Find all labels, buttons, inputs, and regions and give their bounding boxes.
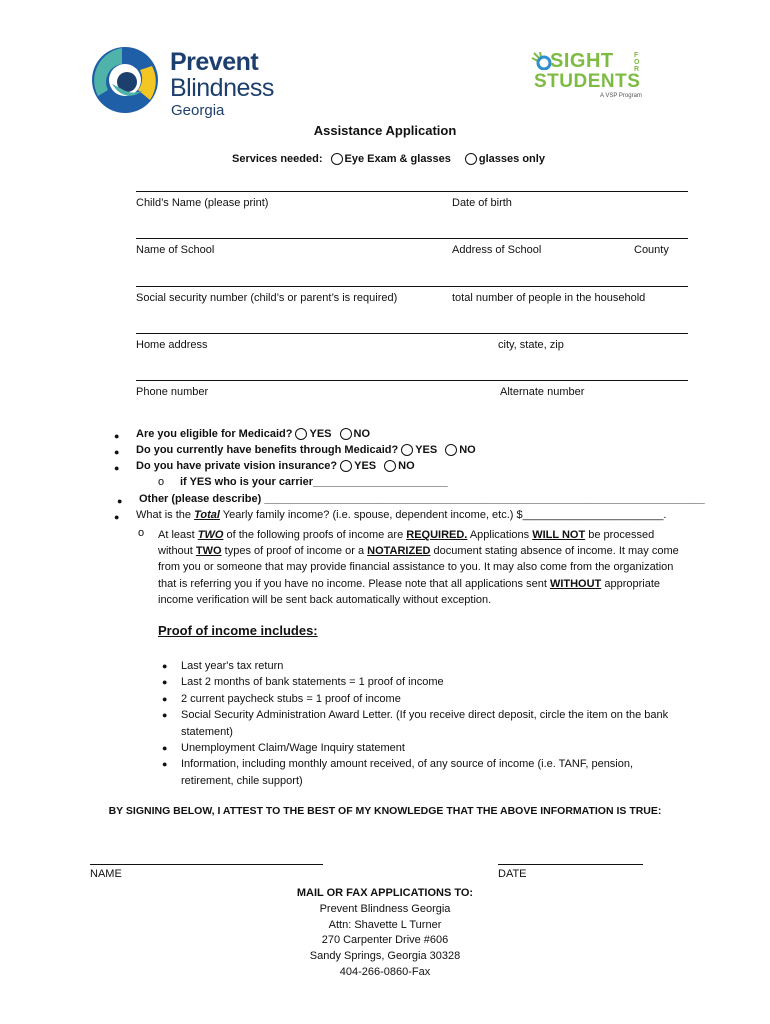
para-will-not: WILL NOT <box>532 529 586 541</box>
bullet: ● <box>114 512 120 522</box>
para-text: types of proof of income or a <box>221 545 368 558</box>
sub-bullet: o <box>138 527 145 539</box>
list-item-text: Unemployment Claim/Wage Inquiry statement <box>181 742 405 755</box>
signature-date-label: DATE <box>498 868 527 880</box>
label-phone: Phone number <box>136 386 209 398</box>
logo-line-1: Prevent <box>170 48 259 76</box>
proof-heading: Proof of income includes: <box>158 623 318 638</box>
prevent-blindness-logo <box>92 44 292 124</box>
radio-benefits-no[interactable] <box>445 444 457 456</box>
list-item: ● Unemployment Claim/Wage Inquiry statement <box>162 740 682 756</box>
list-item: ● Last year's tax return <box>162 658 682 674</box>
label-child-name: Child’s Name (please print) <box>136 197 269 209</box>
mail-heading: MAIL OR FAX APPLICATIONS TO: <box>296 887 474 899</box>
list-item: ● Social Security Administration Award Letter. (If you receive direct deposit, circle the item on the bank statement) <box>162 707 682 740</box>
radio-medicaid-no[interactable] <box>340 428 352 440</box>
label-school: Name of School <box>136 244 215 256</box>
no-label: NO <box>353 428 370 440</box>
para-notarized: NOTARIZED <box>367 545 431 558</box>
label-school-address: Address of School <box>452 244 542 256</box>
logo-for: FOR <box>634 52 640 73</box>
logo-sight: SIGHT <box>550 50 614 72</box>
list-item-text: Information, including monthly amount received, of any source of income (i.e. TANF, pension, retirement, chile support) <box>181 758 634 787</box>
list-item-text: Last year's tax return <box>181 660 284 672</box>
question-vision-label: Do you have private vision insurance? <box>136 460 338 472</box>
list-item-text: Last 2 months of bank statements = 1 proof of income <box>181 676 444 689</box>
mail-block <box>0 886 770 981</box>
label-alt-phone: Alternate number <box>500 386 585 398</box>
bullet: ● <box>114 447 120 457</box>
services-label: Services needed: <box>232 153 323 165</box>
line-ssn[interactable] <box>136 286 688 287</box>
income-label-b: Yearly family income? (i.e. spouse, dependent income, etc.) $_______________________. <box>219 509 667 521</box>
radio-eye-exam[interactable] <box>331 153 343 165</box>
line-child-name[interactable] <box>136 191 688 192</box>
sight-for-students-logo <box>530 50 660 104</box>
label-city: city, state, zip <box>498 339 564 351</box>
question-medicaid <box>136 428 370 440</box>
carrier-field[interactable]: if YES who is your carrier______________________ <box>180 476 448 488</box>
label-ssn: Social security number (child’s or parent’s is required) <box>136 292 398 304</box>
list-item-text: Social Security Administration Award Letter. (If you receive direct deposit, circle the item on the bank statement) <box>181 709 669 738</box>
radio-medicaid-yes[interactable] <box>295 428 307 440</box>
line-school[interactable] <box>136 238 688 239</box>
line-home-address[interactable] <box>136 333 688 334</box>
para-two: TWO <box>197 529 224 541</box>
para-text: of the following proofs of income are <box>223 529 407 541</box>
list-item: ● Information, including monthly amount received, of any source of income (i.e. TANF, pension, retirement, chile support) <box>162 756 682 789</box>
yes-label: YES <box>309 428 332 440</box>
list-item-text: 2 current paycheck stubs = 1 proof of income <box>181 692 401 705</box>
income-requirements-paragraph <box>158 527 688 608</box>
mail-line: 404-266-0860-Fax <box>339 965 431 978</box>
bullet: ● <box>114 431 120 441</box>
para-text: appropriate income verification will be sent back automatically without exception. <box>158 577 660 606</box>
mail-line: 270 Carpenter Drive #606 <box>321 934 449 947</box>
mail-line: Attn: Shavette L Turner <box>328 918 442 931</box>
para-text: be processed without <box>158 529 655 558</box>
logo-line-2: Blindness <box>170 74 274 102</box>
yes-label: YES <box>354 460 377 472</box>
signature-name-line[interactable] <box>90 864 323 865</box>
question-vision <box>136 460 415 472</box>
yes-label: YES <box>415 444 438 456</box>
list-item: ● 2 current paycheck stubs = 1 proof of income <box>162 691 682 707</box>
bullet: ● <box>114 463 120 473</box>
attest-statement: BY SIGNING BELOW, I ATTEST TO THE BEST OF MY KNOWLEDGE THAT THE ABOVE INFORMATION IS TRUE: <box>108 805 662 817</box>
para-text: At least <box>158 529 198 541</box>
signature-date-line[interactable] <box>498 864 643 865</box>
radio-vision-yes[interactable] <box>340 460 352 472</box>
radio-vision-no[interactable] <box>384 460 396 472</box>
list-item: ● Last 2 months of bank statements = 1 proof of income <box>162 674 682 690</box>
services-row <box>232 153 545 165</box>
income-label-a: What is the <box>136 509 195 521</box>
no-label: NO <box>459 444 476 456</box>
form-title: Assistance Application <box>313 123 457 138</box>
para-text: Applications <box>467 529 533 541</box>
label-dob: Date of birth <box>452 197 512 209</box>
proof-list <box>162 658 682 789</box>
services-option-1: Eye Exam & glasses <box>344 153 451 165</box>
radio-benefits-yes[interactable] <box>401 444 413 456</box>
question-benefits-label: Do you currently have benefits through Medicaid? <box>136 444 399 456</box>
other-field[interactable]: Other (please describe) ________________________________________________________________________ <box>139 493 705 505</box>
income-total: Total <box>194 509 220 521</box>
sun-rays-icon <box>530 52 552 70</box>
line-phone[interactable] <box>136 380 688 381</box>
label-home-address: Home address <box>136 339 208 351</box>
para-two: TWO <box>195 545 222 558</box>
radio-glasses-only[interactable] <box>465 153 477 165</box>
logo-students: STUDENTS <box>534 71 641 92</box>
signature-name-label: NAME <box>90 868 122 880</box>
bullet: ● <box>117 496 123 506</box>
income-field[interactable] <box>136 509 666 521</box>
label-household: total number of people in the household <box>452 292 646 304</box>
mail-line: Sandy Springs, Georgia 30328 <box>309 950 461 963</box>
mail-line: Prevent Blindness Georgia <box>319 902 451 915</box>
question-medicaid-label: Are you eligible for Medicaid? <box>136 428 293 440</box>
sub-bullet: o <box>158 476 165 488</box>
question-benefits <box>136 444 476 456</box>
para-without: WITHOUT <box>549 577 602 590</box>
para-text: document stating absence of income. It may come from you or someone that may provide financial assistance to you. It may also come from the organization that is referring you if you have no income. Please note that all applications sent <box>158 545 679 590</box>
no-label: NO <box>398 460 415 472</box>
services-option-2: glasses only <box>478 153 545 165</box>
logo-line-3: Georgia <box>171 102 225 119</box>
logo-tagline: A VSP Program <box>600 93 642 99</box>
para-required: REQUIRED. <box>406 529 468 541</box>
label-county: County <box>634 244 669 256</box>
